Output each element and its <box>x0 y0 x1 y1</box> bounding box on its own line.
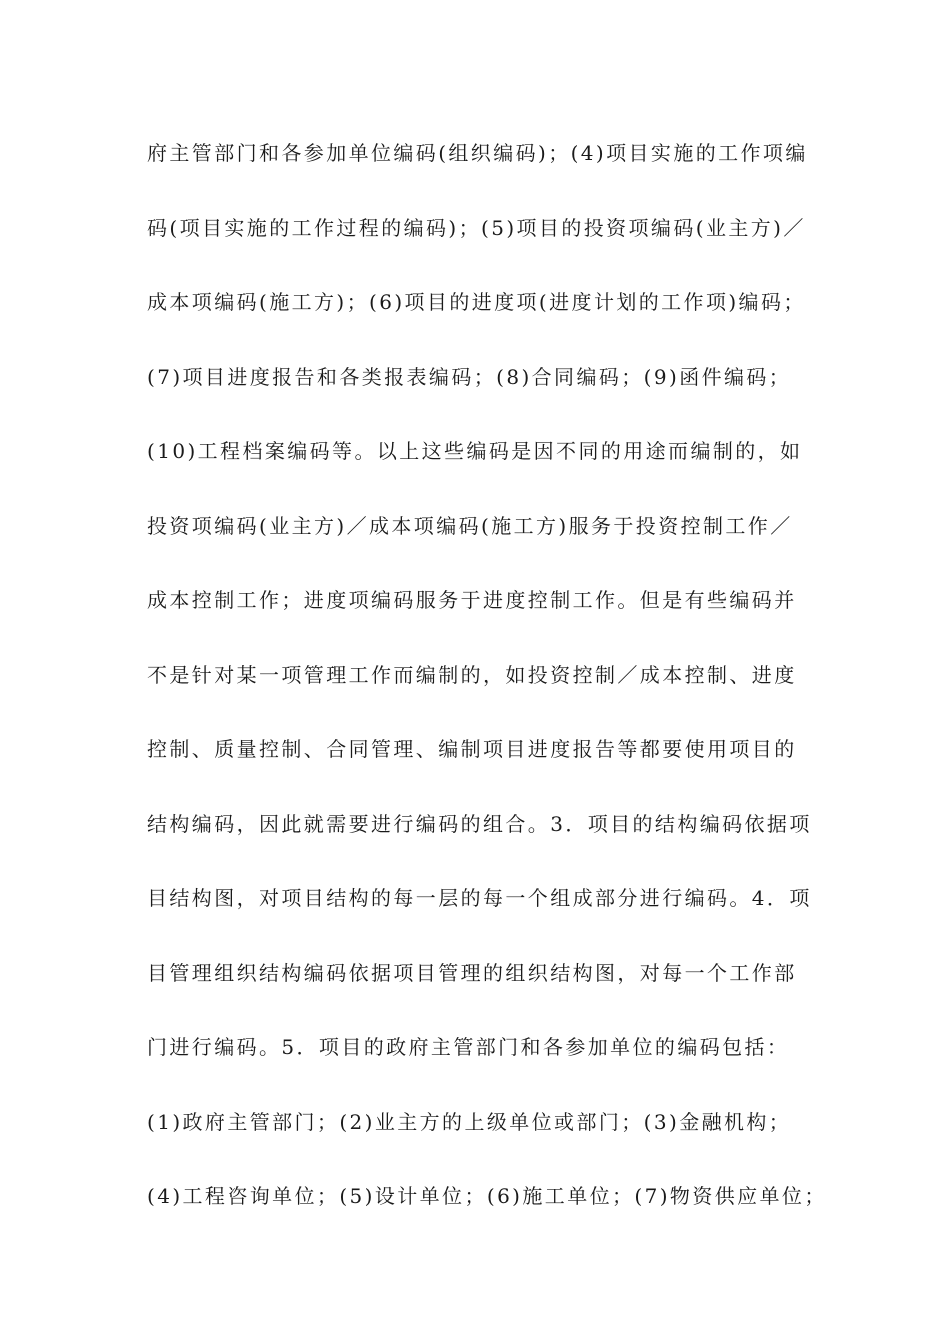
text-line: 成本项编码(施工方)；(6)项目的进度项(进度计划的工作项)编码； <box>147 290 806 314</box>
text-line: (4)工程咨询单位；(5)设计单位；(6)施工单位；(7)物资供应单位； <box>147 1184 827 1208</box>
body-text <box>147 133 827 1251</box>
text-line: (10)工程档案编码等。以上这些编码是因不同的用途而编制的，如 <box>147 439 803 463</box>
text-line: 府主管部门和各参加单位编码(组织编码)；(4)项目实施的工作项编 <box>147 141 808 165</box>
text-line: 不是针对某一项管理工作而编制的，如投资控制／成本控制、进度 <box>147 662 797 687</box>
text-line: 控制、质量控制、合同管理、编制项目进度报告等都要使用项目的 <box>147 737 797 761</box>
text-line: 码(项目实施的工作过程的编码)；(5)项目的投资项编码(业主方)／ <box>147 215 806 240</box>
text-line: 目管理组织结构编码依据项目管理的组织结构图，对每一个工作部 <box>147 960 797 985</box>
text-line: 目结构图，对项目结构的每一层的每一个组成部分进行编码。4．项 <box>147 886 812 910</box>
text-line: 成本控制工作；进度项编码服务于进度控制工作。但是有些编码并 <box>147 588 797 612</box>
text-line: (7)项目进度报告和各类报表编码；(8)合同编码；(9)函件编码； <box>147 364 792 389</box>
text-line: 投资项编码(业主方)／成本项编码(施工方)服务于投资控制工作／ <box>147 513 793 538</box>
text-line: 门进行编码。5．项目的政府主管部门和各参加单位的编码包括： <box>147 1035 790 1059</box>
text-line: 结构编码，因此就需要进行编码的组合。3．项目的结构编码依据项 <box>147 811 812 836</box>
text-line: (1)政府主管部门；(2)业主方的上级单位或部门；(3)金融机构； <box>147 1109 792 1134</box>
